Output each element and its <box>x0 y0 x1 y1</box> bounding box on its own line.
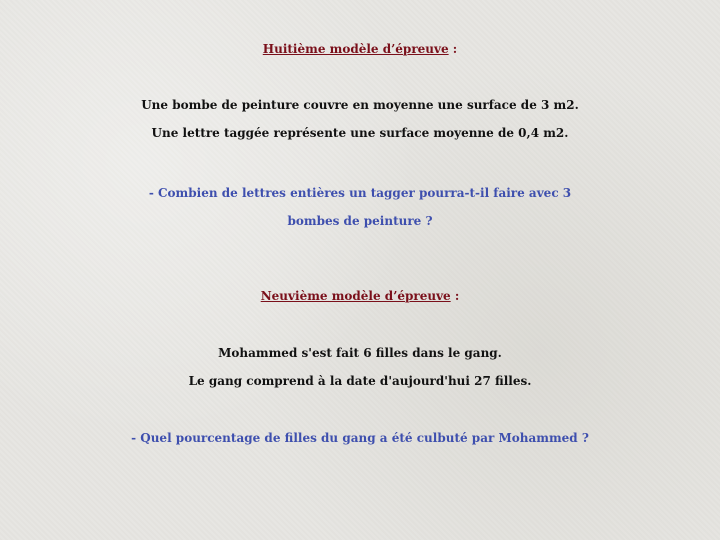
model8-question-line2: bombes de peinture ? <box>287 214 433 228</box>
model8-statement-line1: Une bombe de peinture couvre en moyenne une surface de 3 m2. <box>141 98 579 112</box>
model8-question-line1: - Combien de lettres entières un tagger pourra-t-il faire avec 3 <box>148 186 572 200</box>
model9-title: Neuvième modèle d’épreuve <box>260 289 451 303</box>
model8-title-suffix: : <box>448 42 458 56</box>
model9-heading <box>0 283 720 309</box>
model9-title-suffix: : <box>450 289 460 303</box>
model9-statement-line1: Mohammed s'est fait 6 filles dans le gang. <box>218 346 502 360</box>
model9-question-line1: - Quel pourcentage de filles du gang a été culbuté par Mohammed ? <box>131 431 589 445</box>
model8-heading <box>0 36 720 62</box>
model8-title: Huitième modèle d’épreuve <box>262 42 449 56</box>
model9-statement-line2: Le gang comprend à la date d'aujourd'hui 27 filles. <box>188 374 532 388</box>
model8-statement-line2: Une lettre taggée représente une surface moyenne de 0,4 m2. <box>151 126 569 140</box>
